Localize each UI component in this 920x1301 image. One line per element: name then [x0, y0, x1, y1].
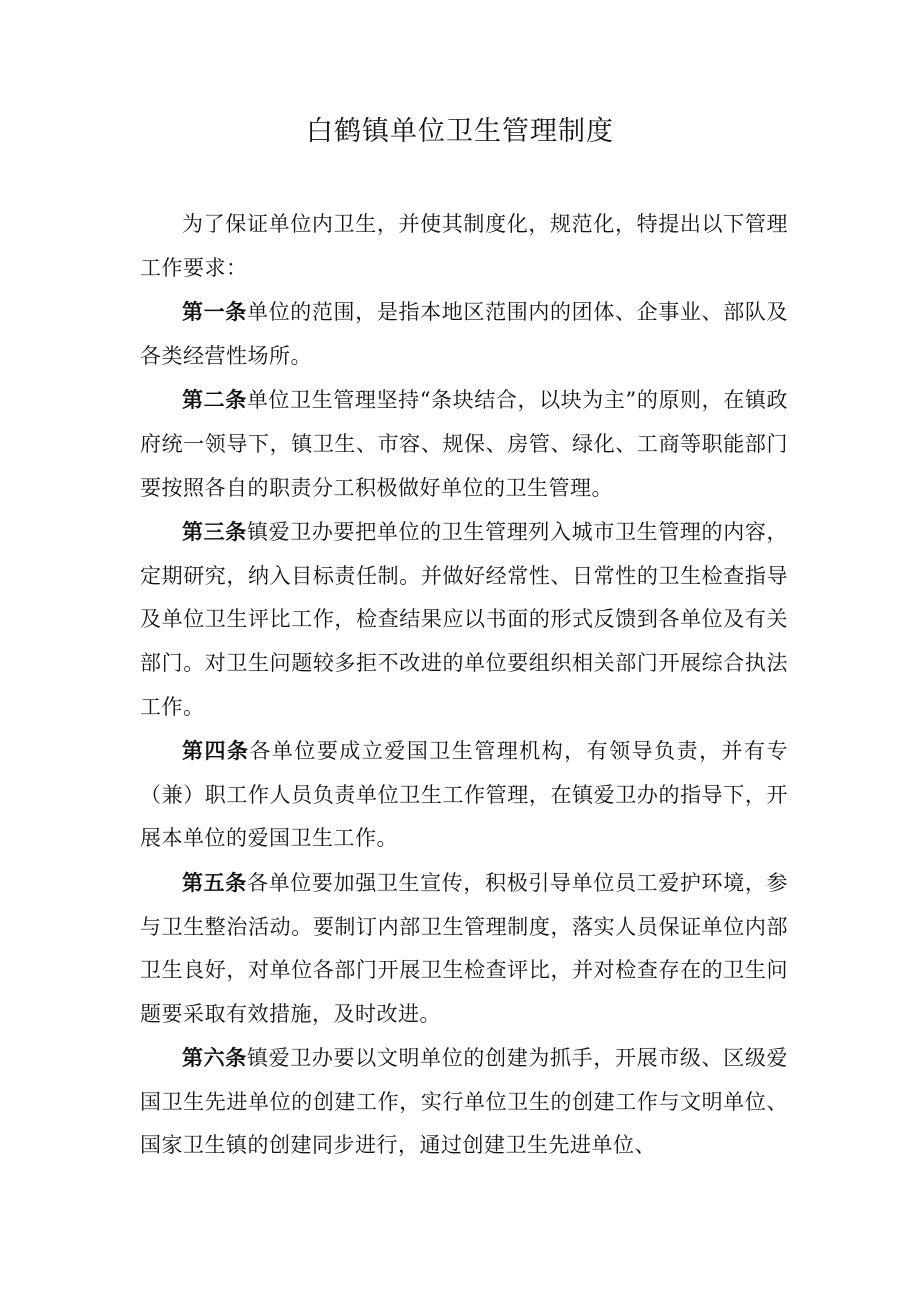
article-label: 第六条	[182, 1045, 247, 1071]
article-2	[140, 378, 788, 510]
article-label: 第一条	[182, 299, 247, 325]
article-4	[140, 729, 788, 861]
article-label: 第三条	[182, 519, 247, 545]
article-label: 第四条	[182, 738, 250, 764]
article-text: 单位卫生管理坚持“条块结合，以块为主”的原则，在镇政府统一领导下，镇卫生、市容、规保、房管、绿化、工商等职能部门要按照各自的职责分工积极做好单位的卫生管理。	[140, 388, 788, 500]
article-label: 第五条	[182, 869, 247, 895]
intro-paragraph: 为了保证单位内卫生，并使其制度化，规范化，特提出以下管理工作要求：	[140, 212, 788, 280]
article-text: 镇爱卫办要以文明单位的创建为抓手，开展市级、区级爱国卫生先进单位的创建工作，实行单位卫生的创建工作与文明单位、国家卫生镇的创建同步进行，通过创建卫生先进单位、	[140, 1046, 789, 1158]
document-title: 白鹤镇单位卫生管理制度	[306, 116, 614, 147]
article-label: 第二条	[182, 387, 247, 413]
article-text: 单位的范围，是指本地区范围内的团体、企事业、部队及各类经营性场所。	[140, 300, 789, 368]
article-1	[140, 290, 788, 378]
article-text: 镇爱卫办要把单位的卫生管理列入城市卫生管理的内容，定期研究，纳入目标责任制。并做好经常性、日常性的卫生检查指导及单位卫生评比工作，检查结果应以书面的形式反馈到各单位及有关部门。对卫生问题较多拒不改进的单位要组织相关部门开展综合执法工作。	[140, 520, 789, 719]
article-3	[140, 510, 788, 729]
document-body	[140, 203, 788, 1168]
article-5	[140, 861, 788, 1036]
article-text: 各单位要成立爱国卫生管理机构，有领导负责，并有专（兼）职工作人员负责单位卫生工作管理，在镇爱卫办的指导下，开展本单位的爱国卫生工作。	[140, 739, 789, 851]
article-text: 各单位要加强卫生宣传，积极引导单位员工爱护环境，参与卫生整治活动。要制订内部卫生管理制度，落实人员保证单位内部卫生良好，对单位各部门开展卫生检查评比，并对检查存在的卫生问题要采取有效措施，及时改进。	[140, 870, 789, 1026]
article-6	[140, 1036, 788, 1168]
